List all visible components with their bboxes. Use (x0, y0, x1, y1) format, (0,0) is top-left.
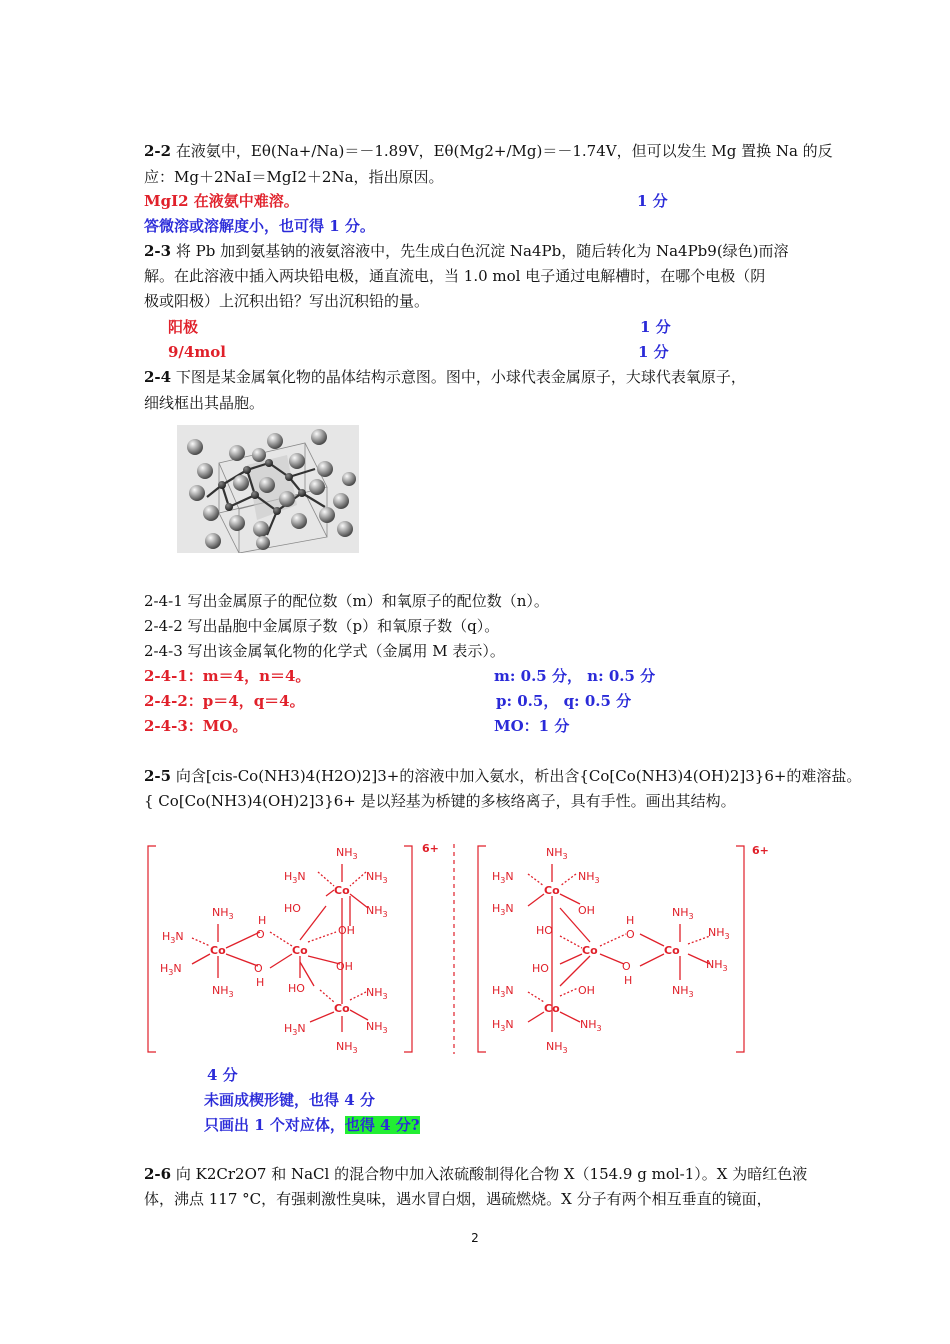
svg-text:Co: Co (334, 1002, 350, 1015)
svg-text:NH3: $NH_3$ (366, 904, 388, 919)
svg-text:NH3: $NH_3$ (336, 1040, 358, 1055)
q24-answer3: 2-4-3：MO。 (144, 717, 248, 735)
svg-text:NH3: $NH_3$ (708, 926, 730, 941)
svg-text:NH3: $NH_3$ (366, 870, 388, 885)
q25-number: 2-5 (144, 767, 172, 785)
q22-text1: 在液氨中，Eθ(Na+/Na)＝－1.89V，Eθ(Mg2+/Mg)＝－1.74V，但可以发生 Mg 置换 Na 的反 (175, 142, 833, 160)
svg-text:H: H (624, 974, 633, 987)
complex-structure-diagram (140, 836, 780, 1060)
right-charge-label: 6+ (752, 844, 769, 857)
svg-text:NH3: $NH_3$ (672, 984, 694, 999)
svg-text:H3N: $H_3N$ (284, 1022, 306, 1037)
crystal-structure-image (177, 425, 359, 553)
svg-text:Co: Co (544, 1002, 560, 1015)
q22-line1 (144, 140, 833, 162)
svg-text:NH3: $NH_3$ (546, 1040, 568, 1055)
q23-line1 (144, 240, 789, 262)
svg-text:HO: HO (532, 962, 549, 975)
svg-text:OH: OH (578, 984, 595, 997)
q24-answer2: 2-4-2：p＝4，q＝4。 (144, 692, 305, 710)
svg-text:Co: Co (664, 944, 680, 957)
q24-score2: p: 0.5， q: 0.5 分 (496, 692, 632, 710)
q23-score2: 1 分 (638, 343, 669, 361)
svg-text:H: H (256, 976, 265, 989)
q22-answer2: 答微溶或溶解度小，也可得 1 分。 (144, 217, 375, 235)
q24-score3: MO：1 分 (494, 717, 570, 735)
svg-text:H3N: $H_3N$ (492, 870, 514, 885)
q23-score1: 1 分 (640, 318, 671, 336)
left-charge-label: 6+ (422, 842, 439, 855)
svg-text:H: H (626, 914, 635, 927)
svg-text:NH3: $NH_3$ (580, 1018, 602, 1033)
q25-note2-highlight: 也得 4 分? (344, 1116, 420, 1134)
q26-text1: 向 K2Cr2O7 和 NaCl 的混合物中加入浓硫酸制得化合物 X（154.9 g mol-1）。X 为暗红色液 (175, 1165, 808, 1183)
svg-text:NH3: $NH_3$ (366, 1020, 388, 1035)
q23-answer2: 9/4mol (168, 343, 226, 361)
q22-number: 2-2 (144, 142, 172, 160)
page-number: 2 (471, 1231, 479, 1245)
q25-score: 4 分 (207, 1066, 238, 1084)
svg-text:O: O (256, 928, 265, 941)
q22-line2: 应：Mg＋2NaI＝MgI2＋2Na，指出原因。 (144, 168, 444, 186)
q23-line3: 极或阳极）上沉积出铅？写出沉积铅的量。 (144, 292, 430, 310)
q23-answer1: 阳极 (168, 318, 199, 336)
q25-note2 (204, 1114, 420, 1136)
svg-text:HO: HO (536, 924, 553, 937)
svg-text:Co: Co (582, 944, 598, 957)
q24-sub1: 2-4-1 写出金属原子的配位数（m）和氧原子的配位数（n）。 (144, 592, 549, 610)
svg-text:H3N: $H_3N$ (492, 1018, 514, 1033)
q23-number: 2-3 (144, 242, 172, 260)
q25-note1: 未画成楔形键，也得 4 分 (204, 1091, 375, 1109)
svg-text:H3N: $H_3N$ (162, 930, 184, 945)
q24-number: 2-4 (144, 368, 172, 386)
q26-line1 (144, 1163, 807, 1185)
q26-line2: 体，沸点 117 °C，有强刺激性臭味，遇水冒白烟，遇硫燃烧。X 分子有两个相互垂直的镜面， (144, 1190, 772, 1208)
q24-sub3: 2-4-3 写出该金属氧化物的化学式（金属用 M 表示）。 (144, 642, 505, 660)
q24-score1: m: 0.5 分， n: 0.5 分 (494, 667, 656, 685)
svg-text:Co: Co (210, 944, 226, 957)
q25-line2: { Co[Co(NH3)4(OH)2]3}6+ 是以羟基为桥键的多核络离子，具有手性。画出其结构。 (144, 792, 736, 810)
q22-answer1: MgI2 在液氨中难溶。 (144, 192, 299, 210)
svg-text:O: O (254, 962, 263, 975)
svg-text:NH3: $NH_3$ (706, 958, 728, 973)
svg-text:O: O (622, 960, 631, 973)
svg-text:NH3: $NH_3$ (672, 906, 694, 921)
svg-text:OH: OH (336, 960, 353, 973)
q22-score1: 1 分 (637, 192, 668, 210)
svg-text:HO: HO (284, 902, 301, 915)
svg-text:NH3: $NH_3$ (578, 870, 600, 885)
q24-sub2: 2-4-2 写出晶胞中金属原子数（p）和氧原子数（q）。 (144, 617, 500, 635)
svg-text:Co: Co (292, 944, 308, 957)
q25-note2-text: 只画出 1 个对应体， (204, 1116, 345, 1134)
q23-text1: 将 Pb 加到氨基钠的液氨溶液中，先生成白色沉淀 Na4Pb，随后转化为 Na4Pb9(绿色)而溶 (175, 242, 789, 260)
svg-text:Co: Co (334, 884, 350, 897)
svg-text:NH3: $NH_3$ (546, 846, 568, 861)
svg-text:H3N: $H_3N$ (284, 870, 306, 885)
svg-text:H3N: $H_3N$ (492, 984, 514, 999)
q23-line2: 解。在此溶液中插入两块铅电极，通直流电，当 1.0 mol 电子通过电解槽时，在哪个电极（阴 (144, 267, 766, 285)
svg-text:H: H (258, 914, 267, 927)
q24-text1: 下图是某金属氧化物的晶体结构示意图。图中，小球代表金属原子，大球代表氧原子， (175, 368, 746, 386)
svg-text:H3N: $H_3N$ (160, 962, 182, 977)
svg-text:NH3: $NH_3$ (212, 984, 234, 999)
q25-line1 (144, 765, 861, 787)
svg-text:OH: OH (338, 924, 355, 937)
q24-answer1: 2-4-1：m＝4，n＝4。 (144, 667, 311, 685)
q24-line2: 细线框出其晶胞。 (144, 394, 265, 412)
svg-text:O: O (626, 928, 635, 941)
svg-text:H3N: $H_3N$ (492, 902, 514, 917)
q26-number: 2-6 (144, 1165, 172, 1183)
svg-text:OH: OH (578, 904, 595, 917)
q25-text1: 向含[cis-Co(NH3)4(H2O)2]3+的溶液中加入氨水，析出含{Co[Co(NH3)4(OH)2]3}6+的难溶盐。 (175, 767, 862, 785)
q24-line1 (144, 366, 746, 388)
svg-text:HO: HO (288, 982, 305, 995)
svg-text:Co: Co (544, 884, 560, 897)
svg-text:NH3: $NH_3$ (212, 906, 234, 921)
svg-text:NH3: $NH_3$ (366, 986, 388, 1001)
svg-text:NH3: $NH_3$ (336, 846, 358, 861)
